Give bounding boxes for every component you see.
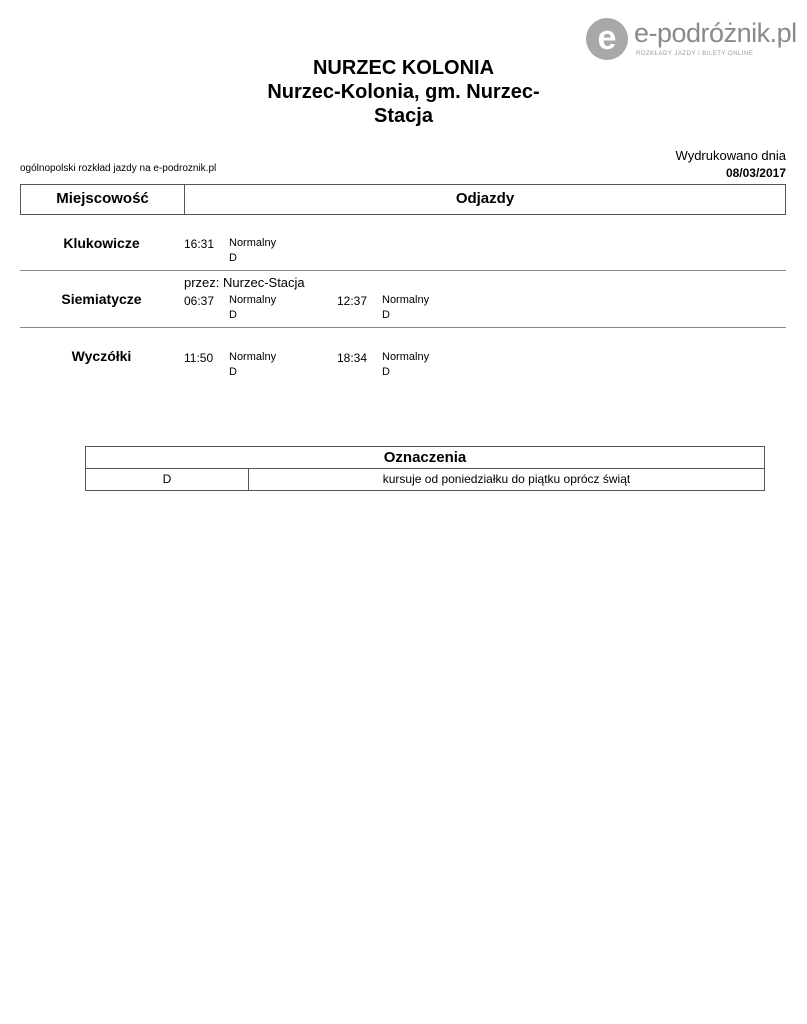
legend-table <box>85 446 765 491</box>
departure-type: Normalny <box>382 294 430 306</box>
column-header-departures: Odjazdy <box>455 190 515 207</box>
departure-time: 12:37 <box>337 294 368 308</box>
column-header-place: Miejscowość <box>56 190 149 207</box>
departure-type: Normalny <box>229 237 277 249</box>
departure-time: 16:31 <box>184 237 215 251</box>
place-name: Wyczółki <box>71 348 132 364</box>
logo-tagline: ROZKŁADY JAZDY / BILETY ONLINE <box>636 51 754 57</box>
stop-subtitle-line2: Stacja <box>374 105 433 127</box>
table-row <box>20 328 786 384</box>
legend-title: Oznaczenia <box>86 447 764 469</box>
stop-title: NURZEC KOLONIA <box>312 57 495 79</box>
departure-type: Normalny <box>229 294 277 306</box>
source-text: ogólnopolski rozkład jazdy na e-podroznik.pl <box>20 163 217 174</box>
table-row <box>20 228 786 270</box>
departure-time: 11:50 <box>184 351 214 365</box>
legend-code: D <box>86 469 249 490</box>
departure-mark: D <box>382 309 390 321</box>
printed-date: 08/03/2017 <box>725 166 786 180</box>
place-name: Siemiatycze <box>61 291 142 307</box>
departure-mark: D <box>382 366 390 378</box>
timetable-header <box>20 184 786 215</box>
departure-type: Normalny <box>382 351 430 363</box>
stop-subtitle-line1: Nurzec-Kolonia, gm. Nurzec- <box>267 81 540 103</box>
legend-description: kursuje od poniedziałku do piątku oprócz świąt <box>382 472 631 486</box>
legend-row <box>86 469 764 490</box>
departure-type: Normalny <box>229 351 277 363</box>
departure-mark: D <box>229 366 237 378</box>
logo-letter: e <box>597 19 617 57</box>
departure-time: 06:37 <box>184 294 215 308</box>
place-name: Klukowicze <box>63 235 140 251</box>
departure-time: 18:34 <box>337 351 368 365</box>
printed-label: Wydrukowano dnia <box>675 148 786 163</box>
departure-mark: D <box>229 309 237 321</box>
via-note: przez: Nurzec-Stacja <box>184 275 305 290</box>
table-row <box>20 271 786 327</box>
e-podroznik-logo <box>586 18 797 62</box>
logo-name: e-podróżnik.pl <box>634 18 797 48</box>
departure-mark: D <box>229 252 237 264</box>
